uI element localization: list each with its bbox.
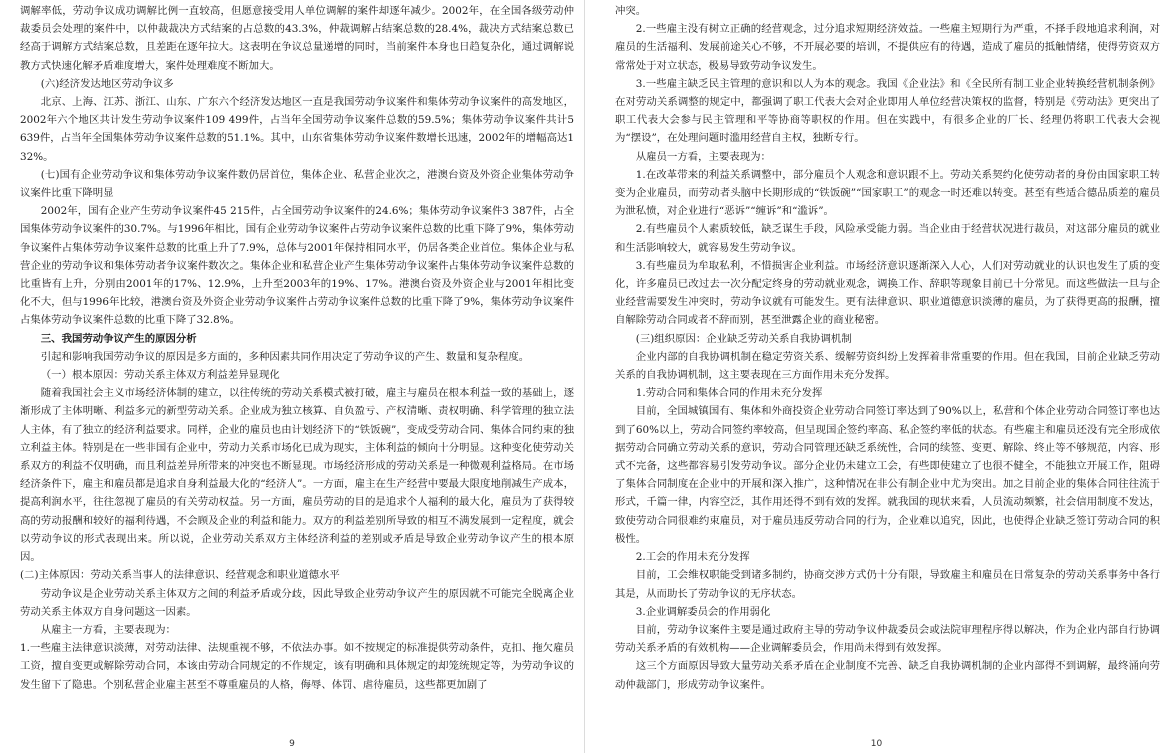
right-para-13: 3.企业调解委员会的作用弱化	[635, 605, 771, 618]
left-section-heading: 三、我国劳动争议产生的原因分析	[40, 332, 197, 345]
left-para-11: 从雇主一方看，主要表现为：	[40, 623, 176, 636]
right-para-4: 1.在改革带来的利益关系调整中，部分雇员个人观念和意识跟不上。劳动关系契约化使劳动者的身份由国家职工转变为企业雇员，而劳动者头脑中长期形成的“铁饭碗”“国家职工”的观念一时还难以转变。甚至有些适合德品质差的雇员为泄私愤，对企业进行“恶诉”“缠诉”和“滥诉”。	[615, 168, 1160, 218]
page-number-left: 9	[289, 739, 295, 749]
left-para-10: 劳动争议是企业劳动关系主体双方之间的利益矛盾或分歧，因此导致企业劳动争议产生的原因就不可能完全脱离企业劳动关系主体双方自身问题这一因素。	[20, 587, 574, 618]
left-para-3: (七)国有企业劳动争议和集体劳动争议案件数仍居首位，集体企业、私营企业次之，港澳台资及外资企业集体劳动争议案件比重下降明显	[20, 168, 574, 200]
right-para-15: 这三个方面原因导致大量劳动关系矛盾在企业制度不完善、缺乏自我协调机制的企业内部得不到调解，最终涌向劳动仲裁部门，形成劳动争议案件。	[615, 660, 1160, 691]
right-para-11: 2.工会的作用未充分发挥	[635, 551, 750, 564]
left-para-2: 北京、上海、江苏、浙江、山东、广东六个经济发达地区一直是我国劳动争议案件和集体劳动争议案件的高发地区，2002年六个地区共计发生劳动争议案件109 499件，占当年全国劳动争议案件总数的59.5%；集体劳动争议案件共计5 639件，占当年全国集体劳动争议案件总数的51.1%。其中，山东省集体劳动争议案件数增长迅速，2002年的增幅高达132%。	[20, 96, 574, 163]
left-para-1: (六)经济发达地区劳动争议多	[40, 77, 174, 90]
right-para-0: 冲突。	[615, 5, 647, 17]
right-page	[584, 0, 1168, 753]
right-para-1: 2.一些雇主没有树立正确的经营观念，过分追求短期经济效益。一些雇主短期行为严重，不择手段地追求利润，对雇员的生活福利、发展前途关心不够，不开展必要的培训，不提供应有的待遇，造成了雇员的抵触情绪，使得劳资双方常常处于对立状态，极易导致劳动争议发生。	[615, 23, 1160, 72]
right-para-10: 目前，全国城镇国有、集体和外商投资企业劳动合同签订率达到了90%以上，私营和个体企业劳动合同签订率也达到了60%以上，劳动合同签约率较高，但呈现国企签约率高、私企签约率低的状态。有些雇主和雇员还没有完全形成依据劳动合同确立劳动关系的意识，劳动合同管理还缺乏系统性，合同的续签、变更、解除、终止等不够规范，内容、形式不完备，这些都容易引发劳动争议。部分企业仍未建立工会，有些即使建立了也很不健全，不能独立开展工作，阻碍了集体合同制度在企业中的开展和深入推广，这种情况在非公有制企业中尤为突出。加之目前企业的集体合同往往流于形式，千篇一律，内容空泛，其作用还得不到有效的发挥。就我国的现状来看，人员流动频繁，社会信用制度不发达，致使劳动合同很难约束雇员，对于雇员违反劳动合同的行为，企业难以追究，因此，也使得企业缺乏签订劳动合同的积极性。	[615, 405, 1160, 545]
page-gutter	[584, 0, 585, 753]
left-para-12: 1.一些雇主法律意识淡薄，对劳动法律、法规重视不够，不依法办事。如不按规定的标准提供劳动条件，克扣、拖欠雇员工资，擅自变更或解除劳动合同，本该由劳动合同规定的不作规定，该有明确和具体规定的却笼统规定等，为劳动争议的发生留下了隐患。个别私营企业雇主甚至不尊重雇员的人格，侮辱、体罚、虐待雇员，这些都更加剧了	[20, 642, 574, 691]
left-para-9: (二)主体原因：劳动关系当事人的法律意识、经营观念和职业道德水平	[20, 569, 340, 582]
right-para-6: 3.有些雇员为牟取私利，不惜损害企业利益。市场经济意识逐渐深入人心，人们对劳动就业的认识也发生了质的变化，许多雇员已改过去一次分配定终身的劳动就业观念，调换工作、辞职等现象目前已十分常见。而这些做法一旦与企业经营需要发生冲突时，劳动争议就有可能发生。更有法律意识、职业道德意识淡薄的雇员，为了获得更高的报酬，擅自解除劳动合同或者不辞而别，甚至泄露企业的商业秘密。	[615, 259, 1160, 327]
left-para-6: 引起和影响我国劳动争议的原因是多方面的，多种因素共同作用决定了劳动争议的产生、数量和复杂程度。	[40, 350, 530, 363]
right-para-8: 企业内部的自我协调机制在稳定劳资关系、缓解劳资纠纷上发挥着非常重要的作用。但在我国，目前企业缺乏劳动关系的自我协调机制，这主要表现在三方面作用未充分发挥。	[615, 350, 1160, 382]
right-para-2: 3.一些雇主缺乏民主管理的意识和以人为本的观念。我国《企业法》和《全民所有制工业企业转换经营机制条例》在对劳动关系调整的规定中，都强调了职工代表大会对企业即用人单位经营决策权的监督，特别是《劳动法》更突出了职工代表大会参与民主管理和平等协商等职权的作用。但在实践中，有很多企业的厂长、经理仍将职工代表大会视为“摆设”，在处理问题时滥用经营自主权，独断专行。	[615, 77, 1160, 145]
right-para-7: (三)组织原因：企业缺乏劳动关系自我协调机制	[635, 332, 852, 345]
left-page	[0, 0, 584, 753]
page-number-right: 10	[870, 739, 883, 749]
right-para-12: 目前，工会维权职能受到诸多制约，协商交涉方式仍十分有限，导致雇主和雇员在日常复杂的劳动关系事务中各行其是，从而助长了劳动争议的无序状态。	[615, 569, 1160, 600]
left-para-7: （一）根本原因：劳动关系主体双方利益差异显现化	[40, 369, 280, 382]
right-para-14: 目前，劳动争议案件主要是通过政府主导的劳动争议仲裁委员会或法院审理程序得以解决，作为企业内部自行协调劳动关系矛盾的有效机构——企业调解委员会，作用尚未得到有效发挥。	[615, 623, 1160, 655]
left-para-4: 2002年，国有企业产生劳动争议案件45 215件，占全国劳动争议案件的24.6%；集体劳动争议案件3 387件，占全国集体劳动争议案件的30.7%。与1996年相比，国有企业劳动争议案件占劳动争议案件总数的比重下降了9%，集体劳动争议案件占集体劳动争议案件总数的比重上升了7.9%，总体与2001年保持相同水平，仍居各类企业首位。集体企业与私营企业的劳动争议和集体劳动者争议案件数次之。集体企业和私营企业产生集体劳动争议案件占集体劳动争议案件总数的比重皆有上升，分别由2001年的17%、12.9%，上升至2003年的19%、17%。港澳台资及外资企业与2001年相比变化不大，但与1996年比较，港澳台资及外资企业劳动争议案件占劳动争议案件总数的比重下降了9%，集体劳动争议案件占集体劳动争议案件总数的比重下降了32.8%。	[20, 205, 574, 327]
left-para-8: 随着我国社会主义市场经济体制的建立，以往传统的劳动关系模式被打破，雇主与雇员在根本利益一致的基础上，逐渐形成了主体明晰、利益多元的新型劳动关系。企业成为独立核算、自负盈亏、产权清晰、责权明确、科学管理的独立法人主体，有了独立的经济利益要求。同样，企业的雇员也由计划经济下的“铁饭碗”，变成受劳动合同、集体合同约束的独立利益主体。特别是在一些非国有企业中，劳动力关系市场化已成为现实，主体利益的倾向十分明显。这种变化使劳动关系双方的利益不仅明确，而且利益差异所带来的冲突也不断显现。市场经济形成的劳动关系是一种微观利益格局。在市场经济条件下，雇主和雇员都是追求自身利益最大化的“经济人”。一方面，雇主在生产经营中要最大限度地削减生产成本，提高利润水平，往往忽视了雇员的有关劳动权益。另一方面，雇员劳动的目的是追求个人福利的最大化，雇员为了获得较高的劳动报酬和较好的福利待遇，不会顾及企业的利益和能力。双方的利益差别所导致的相互不满发展到一定程度，就会以劳动争议的形式表现出来。所以说，企业劳动关系双方主体经济利益的差别或矛盾是导致企业劳动争议产生的根本原因。	[20, 387, 574, 564]
right-para-5: 2.有些雇员个人素质较低，缺乏谋生手段，风险承受能力弱。当企业由于经营状况进行裁员，对这部分雇员的就业和生活影响较大，就容易发生劳动争议。	[615, 223, 1160, 254]
left-para-0: 调解率低，劳动争议成功调解比例一直较高，但愿意接受用人单位调解的案件却逐年减少。2002年，在全国各级劳动仲裁委员会处理的案件中，以仲裁裁决方式结案的占总数的43.3%，仲裁调解占结案总数的28.4%，裁决方式结案总数已经高于调解方式结案总数，且差距在逐年拉大。这表明在争议总量递增的同时，当前案件本身也日趋复杂化，通过调解说教方式快速化解矛盾难度增大，案件处理难度不断加大。	[20, 5, 574, 72]
right-para-3: 从雇员一方看，主要表现为：	[635, 150, 771, 163]
right-para-9: 1.劳动合同和集体合同的作用未充分发挥	[635, 387, 823, 400]
